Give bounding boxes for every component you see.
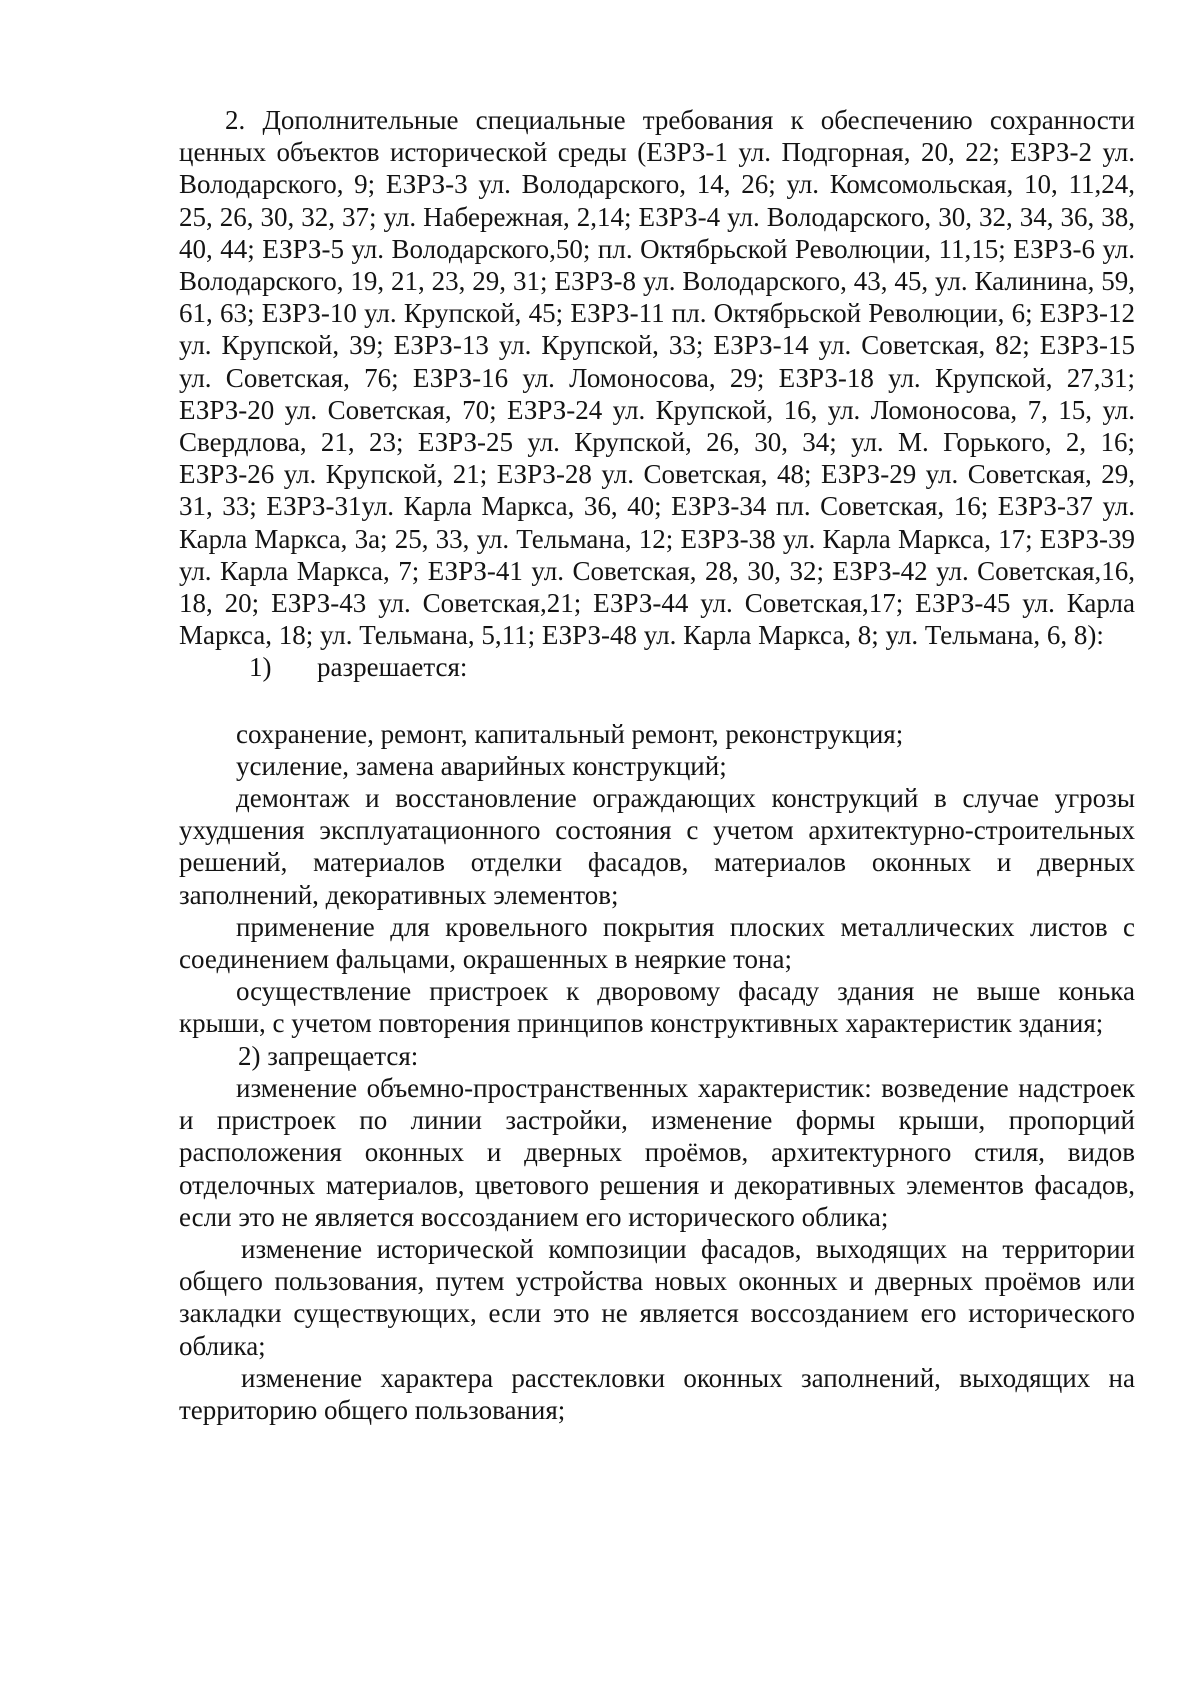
allowed-item: применение для кровельного покрытия плоских металлических листов с соединением фальцами, окрашенных в неяркие тона;: [179, 911, 1135, 975]
document-body: [179, 104, 1135, 1426]
allowed-item: демонтаж и восстановление ограждающих конструкций в случае угрозы ухудшения эксплуатационного состояния с учетом архитектурно-строительных решений, материалов отделки фасадов, материалов оконных и дверных заполнений, декоративных элементов;: [179, 783, 1135, 910]
spacer: [179, 684, 1135, 718]
allowed-label: разрешается:: [317, 652, 468, 683]
allowed-number: 1): [249, 652, 272, 683]
allowed-item: осуществление пристроек к дворовому фасаду здания не выше конька крыши, с учетом повторения принципов конструктивных характеристик здания;: [179, 976, 1135, 1039]
prohibited-item: изменение исторической композиции фасадов, выходящих на территории общего пользования, путем устройства новых оконных и дверных проёмов или закладки существующих, если это не является воссозданием его исторического облика;: [179, 1233, 1135, 1361]
allowed-item: усиление, замена аварийных конструкций;: [236, 750, 727, 781]
prohibited-heading: 2) запрещается:: [238, 1040, 419, 1071]
allowed-item: сохранение, ремонт, капитальный ремонт, реконструкция;: [236, 718, 904, 749]
prohibited-item: изменение объемно-пространственных характеристик: возведение надстроек и пристроек по линии застройки, изменение формы крыши, пропорций расположения оконных и дверных проёмов, архитектурного стиля, видов отделочных материалов, цветового решения и декоративных элементов фасадов, если это не является воссозданием его исторического облика;: [179, 1072, 1135, 1232]
section-2-intro: 2. Дополнительные специальные требования к обеспечению сохранности ценных объектов исторической среды (ЕЗРЗ-1 ул. Подгорная, 20, 22; ЕЗРЗ-2 ул. Володарского, 9; ЕЗРЗ-3 ул. Володарского, 14, 26; ул. Комсомольская, 10, 11,24, 25, 26, 30, 32, 37; ул. Набережная, 2,14; ЕЗРЗ-4 ул. Володарского, 30, 32, 34, 36, 38, 40, 44; ЕЗРЗ-5 ул. Володарского,50; пл. Октябрьской Революции, 11,15; ЕЗРЗ-6 ул. Володарского, 19, 21, 23, 29, 31; ЕЗРЗ-8 ул. Володарского, 43, 45, ул. Калинина, 59, 61, 63; ЕЗРЗ-10 ул. Крупской, 45; ЕЗРЗ-11 пл. Октябрьской Революции, 6; ЕЗРЗ-12 ул. Крупской, 39; ЕЗРЗ-13 ул. Крупской, 33; ЕЗРЗ-14 ул. Советская, 82; ЕЗРЗ-15 ул. Советская, 76; ЕЗРЗ-16 ул. Ломоносова, 29; ЕЗРЗ-18 ул. Крупской, 27,31; ЕЗРЗ-20 ул. Советская, 70; ЕЗРЗ-24 ул. Крупской, 16, ул. Ломоносова, 7, 15, ул. Свердлова, 21, 23; ЕЗРЗ-25 ул. Крупской, 26, 30, 34; ул. М. Горького, 2, 16; ЕЗРЗ-26 ул. Крупской, 21; ЕЗРЗ-28 ул. Советская, 48; ЕЗРЗ-29 ул. Советская, 29, 31, 33; ЕЗРЗ-31ул. Карла Маркса, 36, 40; ЕЗРЗ-34 пл. Советская, 16; ЕЗРЗ-37 ул. Карла Маркса, 3а; 25, 33, ул. Тельмана, 12; ЕЗРЗ-38 ул. Карла Маркса, 17; ЕЗРЗ-39 ул. Карла Маркса, 7; ЕЗРЗ-41 ул. Советская, 28, 30, 32; ЕЗРЗ-42 ул. Советская,16, 18, 20; ЕЗРЗ-43 ул. Советская,21; ЕЗРЗ-44 ул. Советская,17; ЕЗРЗ-45 ул. Карла Маркса, 18; ул. Тельмана, 5,11; ЕЗРЗ-48 ул. Карла Маркса, 8; ул. Тельмана, 6, 8):: [179, 105, 1135, 651]
allowed-heading: [179, 651, 1135, 683]
prohibited-item: изменение характера расстекловки оконных заполнений, выходящих на территорию общего пользования;: [179, 1362, 1135, 1425]
